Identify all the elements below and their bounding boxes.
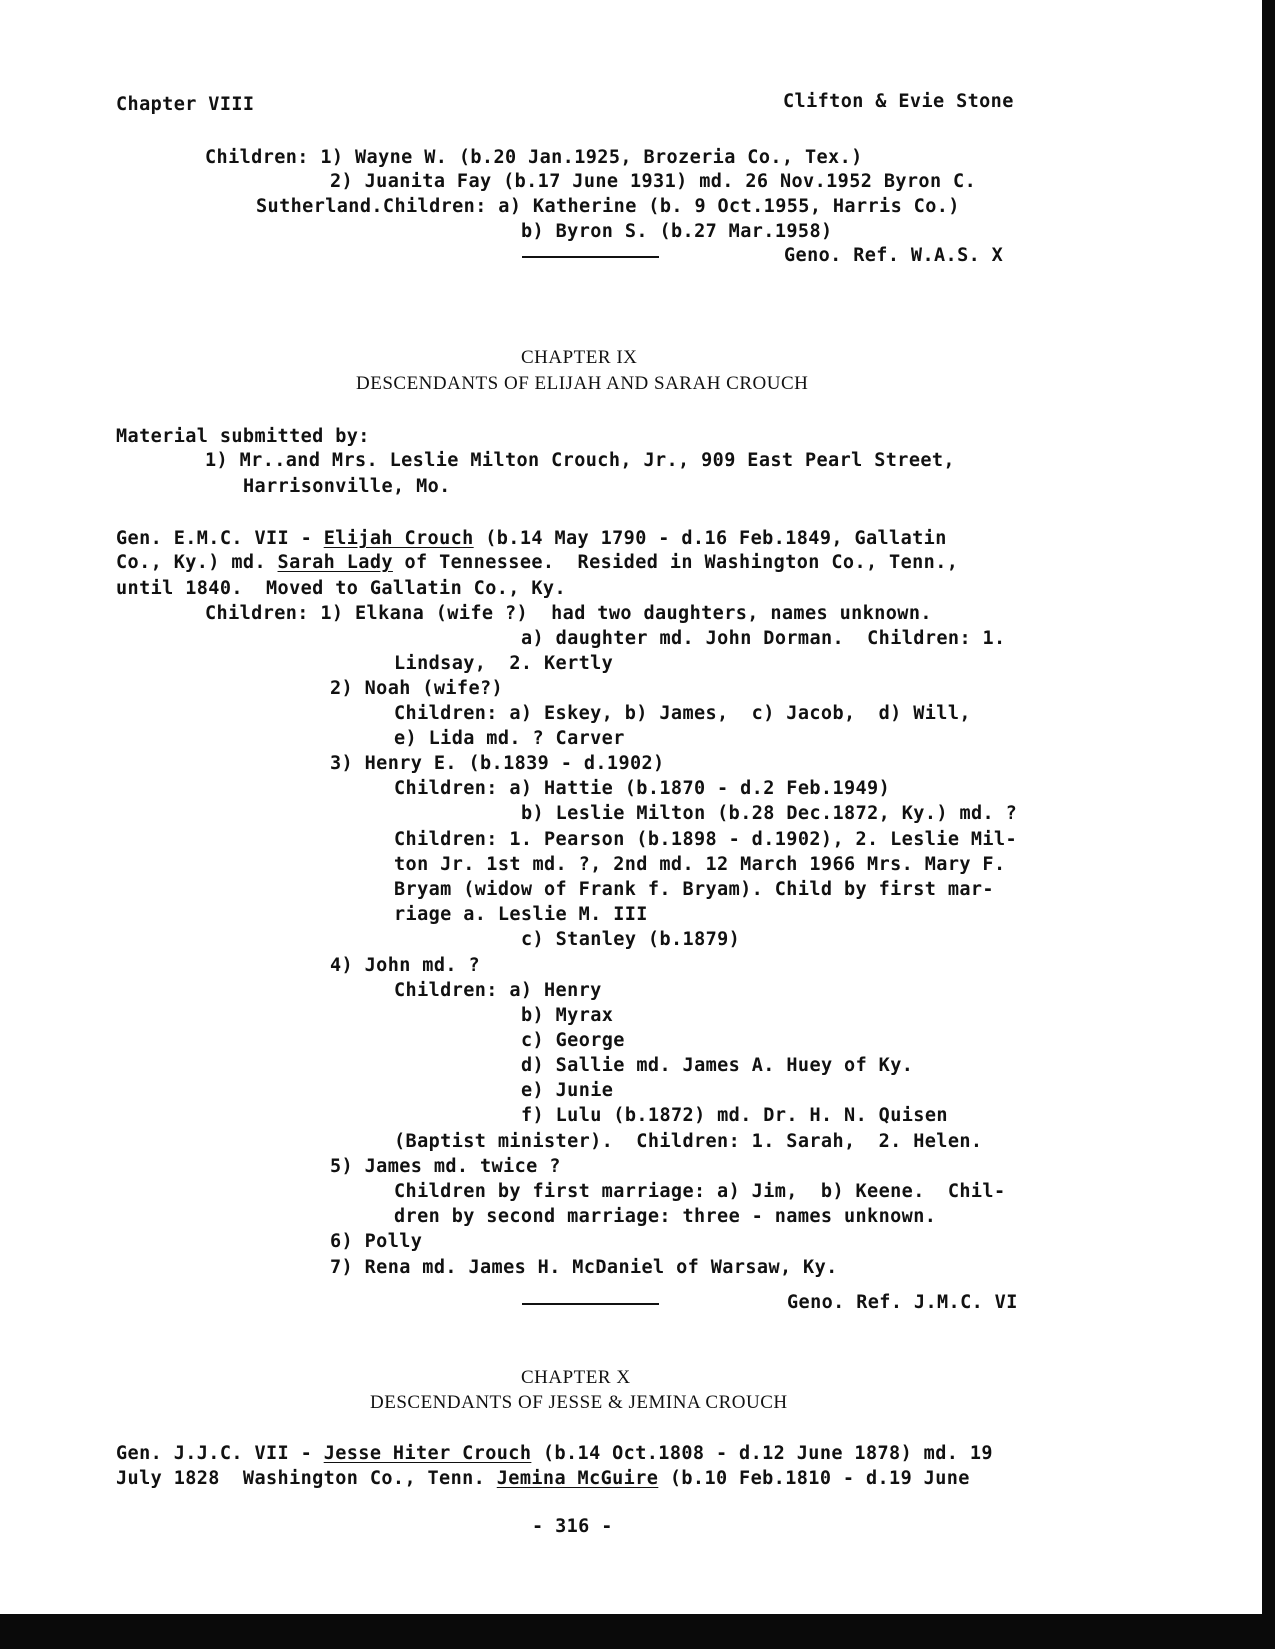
text-line: 5) James md. twice ? [330, 1156, 561, 1177]
text-line: b) Byron S. (b.27 Mar.1958) [521, 221, 833, 242]
text-line: 3) Henry E. (b.1839 - d.1902) [330, 753, 665, 774]
text-line: (Baptist minister). Children: 1. Sarah, 2. Helen. [394, 1131, 983, 1152]
text-line: ton Jr. 1st md. ?, 2nd md. 12 March 1966 Mrs. Mary F. [394, 854, 1006, 875]
text-line: a) daughter md. John Dorman. Children: 1. [521, 628, 1006, 649]
header-chapter-label: Chapter VIII [116, 94, 255, 115]
text-line: Children by first marriage: a) Jim, b) Keene. Chil- [394, 1181, 1006, 1202]
spouse-name: Jemina McGuire [496, 1468, 659, 1489]
text-segment: (b.14 Oct.1808 - d.12 June 1878) md. 19 [531, 1443, 993, 1464]
text-segment: Co., Ky.) md. [116, 552, 278, 573]
text-line [116, 1467, 970, 1491]
chapter-subtitle: DESCENDANTS OF ELIJAH AND SARAH CROUCH [356, 373, 809, 394]
chapter-subtitle: DESCENDANTS OF JESSE & JEMINA CROUCH [370, 1392, 788, 1413]
text-line: Children: 1) Elkana (wife ?) had two daughters, names unknown. [205, 603, 932, 624]
text-line: 2) Noah (wife?) [330, 678, 504, 699]
chapter-title: CHAPTER X [521, 1367, 631, 1388]
text-line: Sutherland.Children: a) Katherine (b. 9 Oct.1955, Harris Co.) [256, 196, 960, 217]
text-line: until 1840. Moved to Gallatin Co., Ky. [116, 578, 566, 599]
text-line: e) Junie [521, 1080, 614, 1101]
text-line: b) Leslie Milton (b.28 Dec.1872, Ky.) md. ? [521, 803, 1018, 824]
text-line: Children: a) Hattie (b.1870 - d.2 Feb.1949) [394, 778, 891, 799]
text-line: c) Stanley (b.1879) [521, 929, 741, 950]
text-line: e) Lida md. ? Carver [394, 728, 625, 749]
generation-prefix: Gen. E.M.C. VII - [116, 528, 324, 549]
text-line: 7) Rena md. James H. McDaniel of Warsaw, Ky. [330, 1257, 838, 1278]
generation-line [116, 1442, 993, 1466]
text-line: Lindsay, 2. Kertly [394, 653, 614, 674]
text-line: d) Sallie md. James A. Huey of Ky. [521, 1055, 914, 1076]
generation-prefix: Gen. J.J.C. VII - [116, 1443, 324, 1464]
ancestor-name: Elijah Crouch [323, 528, 474, 549]
section-divider [522, 256, 659, 258]
text-line: c) George [521, 1030, 625, 1051]
text-line: 2) Juanita Fay (b.17 June 1931) md. 26 Nov.1952 Byron C. [330, 171, 977, 192]
scan-edge-right [1262, 0, 1275, 1649]
text-line: Bryam (widow of Frank f. Bryam). Child by first mar- [394, 879, 994, 900]
chapter-title: CHAPTER IX [521, 347, 638, 368]
text-line: f) Lulu (b.1872) md. Dr. H. N. Quisen [521, 1105, 948, 1126]
text-line: 6) Polly [330, 1231, 423, 1252]
text-line: b) Myrax [521, 1005, 614, 1026]
text-segment: (b.10 Feb.1810 - d.19 June [658, 1468, 970, 1489]
genealogy-reference: Geno. Ref. J.M.C. VI [787, 1292, 1018, 1313]
submitted-label: Material submitted by: [116, 426, 370, 447]
text-line: 4) John md. ? [330, 955, 480, 976]
text-segment: (b.14 May 1790 - d.16 Feb.1849, Gallatin [473, 528, 947, 549]
text-line: dren by second marriage: three - names unknown. [394, 1206, 937, 1227]
text-line: Harrisonville, Mo. [243, 476, 451, 497]
spouse-name: Sarah Lady [277, 552, 393, 573]
ancestor-name: Jesse Hiter Crouch [323, 1443, 532, 1464]
text-line: Children: a) Eskey, b) James, c) Jacob, d) Will, [394, 703, 971, 724]
text-line: Children: 1) Wayne W. (b.20 Jan.1925, Brozeria Co., Tex.) [205, 147, 863, 168]
text-segment: of Tennessee. Resided in Washington Co., Tenn., [392, 552, 959, 573]
page-number: - 316 - [532, 1516, 613, 1537]
text-line: Children: a) Henry [394, 980, 602, 1001]
text-line: riage a. Leslie M. III [394, 904, 648, 925]
text-segment: July 1828 Washington Co., Tenn. [116, 1468, 497, 1489]
scan-edge-bottom [0, 1614, 1275, 1649]
header-family-name: Clifton & Evie Stone [783, 91, 1014, 112]
section-divider [522, 1303, 659, 1305]
genealogy-reference: Geno. Ref. W.A.S. X [784, 245, 1004, 266]
text-line: Children: 1. Pearson (b.1898 - d.1902), 2. Leslie Mil- [394, 829, 1018, 850]
generation-line [116, 527, 947, 551]
text-line: 1) Mr..and Mrs. Leslie Milton Crouch, Jr., 909 East Pearl Street, [205, 450, 955, 471]
text-line [116, 551, 958, 575]
